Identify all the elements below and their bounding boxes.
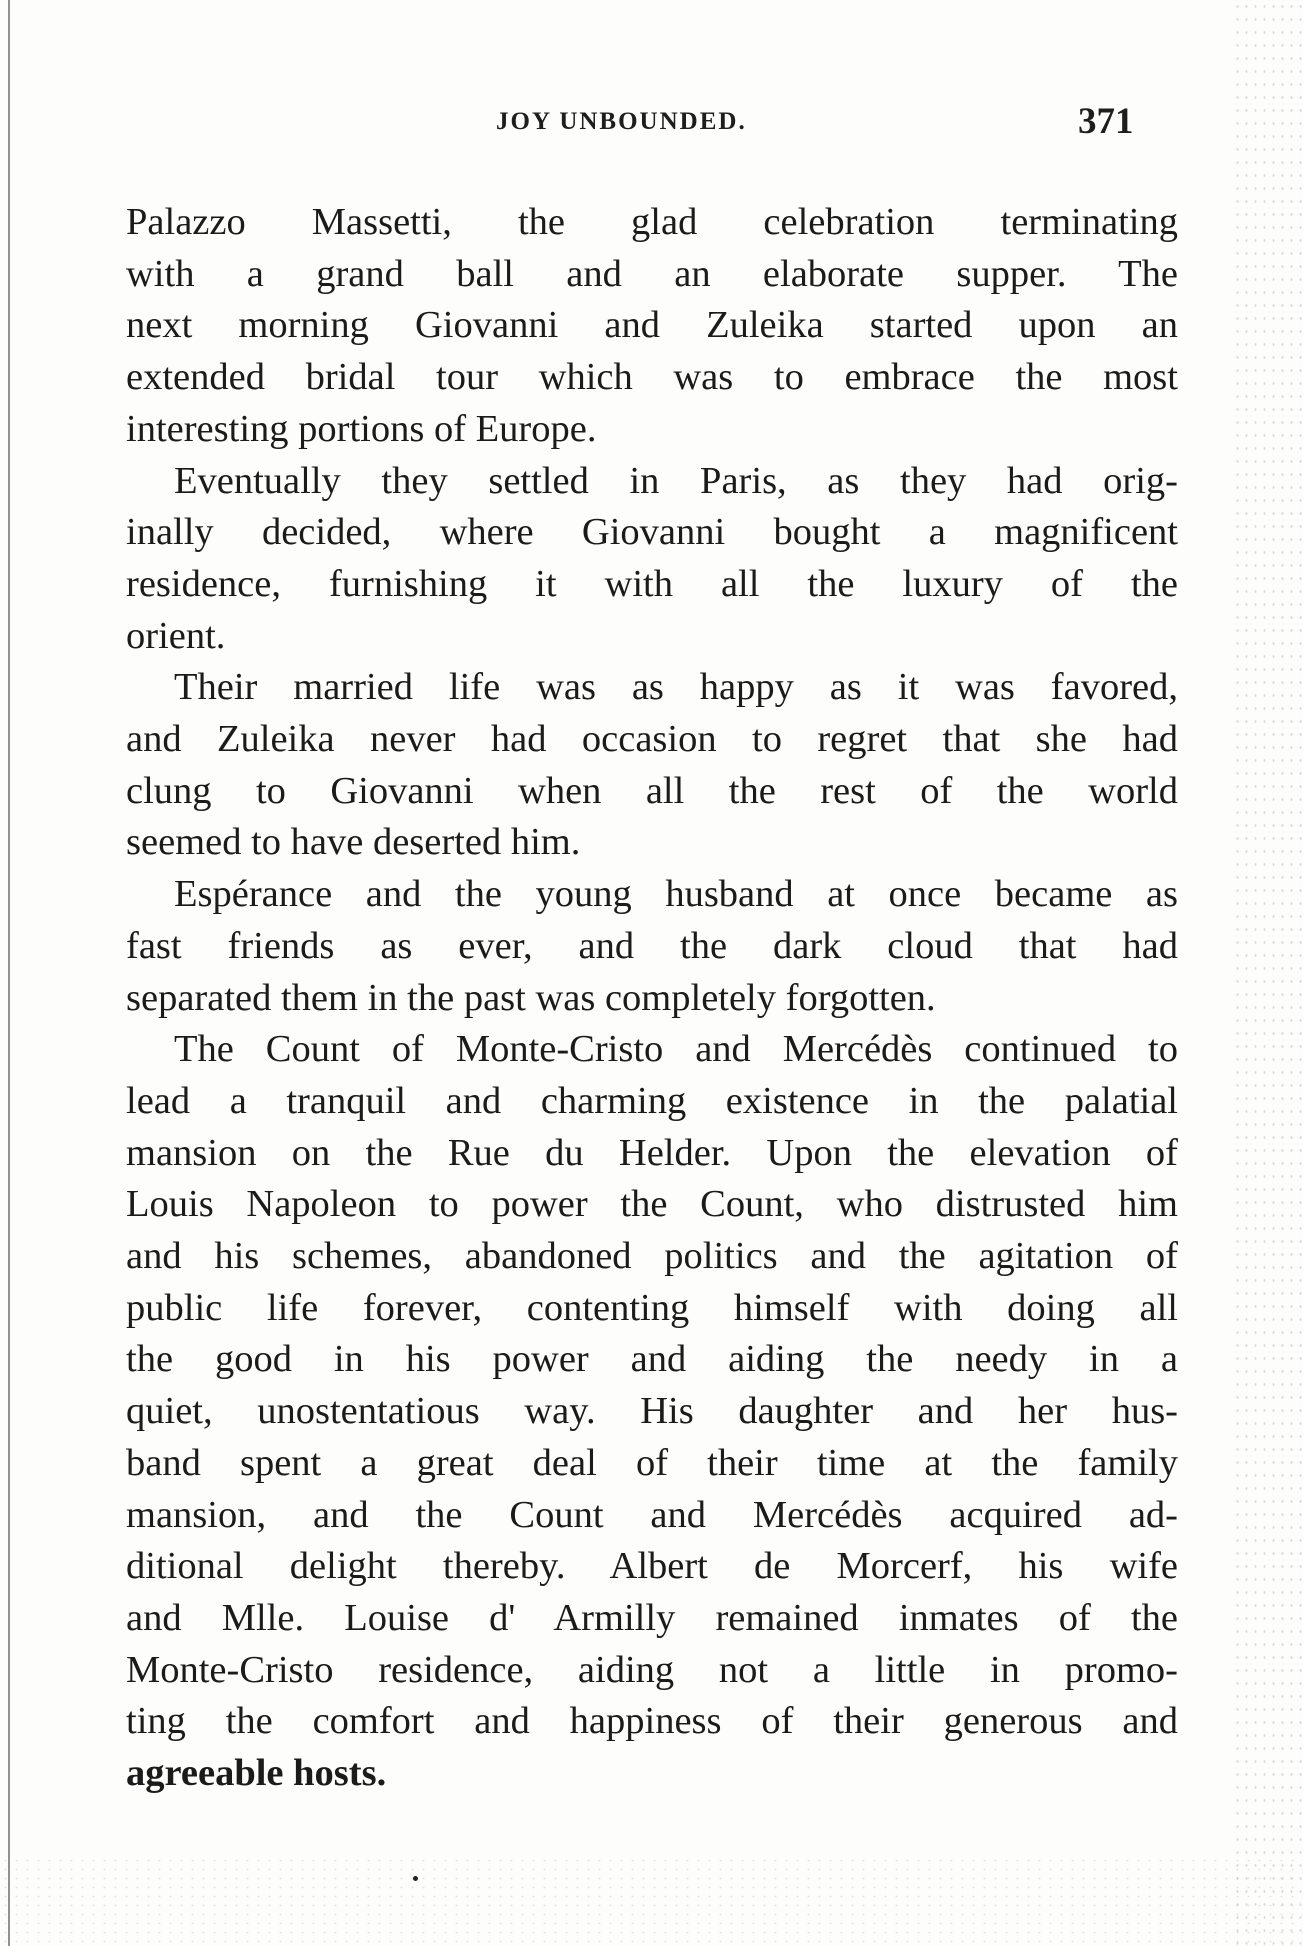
text-line: interesting portions of Europe. <box>126 407 597 450</box>
text-line: Monte-Cristo residence, aiding not a little in promo- <box>126 1648 1178 1691</box>
text-line: fast friends as ever, and the dark cloud that had <box>126 924 1178 967</box>
text-line: ting the comfort and happiness of their generous and <box>126 1700 1178 1743</box>
text-line: Their married life was as happy as it was favored, <box>174 666 1178 709</box>
running-title: JOY UNBOUNDED. <box>496 108 747 135</box>
text-line: Palazzo Massetti, the glad celebration terminating <box>126 201 1178 243</box>
ink-speck <box>413 1876 418 1881</box>
text-line: and Zuleika never had occasion to regret that she had <box>126 718 1178 761</box>
text-line: Eventually they settled in Paris, as they had orig- <box>174 459 1178 502</box>
text-line: The Count of Monte-Cristo and Mercédès continued to <box>174 1028 1178 1071</box>
paper-texture-bottom <box>0 1856 1303 1946</box>
text-line: lead a tranquil and charming existence in the palatial <box>126 1079 1178 1122</box>
text-line: seemed to have deserted him. <box>126 821 581 864</box>
text-line: and his schemes, abandoned politics and the agitation of <box>126 1235 1178 1278</box>
text-line: clung to Giovanni when all the rest of the world <box>126 769 1178 812</box>
text-line: extended bridal tour which was to embrace the most <box>126 356 1178 399</box>
text-line: Louis Napoleon to power the Count, who distrusted him <box>126 1183 1178 1226</box>
page-binding-edge <box>8 0 10 1946</box>
text-line: separated them in the past was completely forgotten. <box>126 976 936 1019</box>
text-line: band spent a great deal of their time at the family <box>126 1441 1178 1484</box>
text-line: ditional delight thereby. Albert de Morcerf, his wife <box>126 1545 1178 1588</box>
text-line: Espérance and the young husband at once became as <box>174 873 1178 916</box>
text-line: residence, furnishing it with all the luxury of the <box>126 562 1178 605</box>
paper-texture-right <box>1233 0 1303 1946</box>
text-line: public life forever, contenting himself with doing all <box>126 1286 1178 1329</box>
text-line: next morning Giovanni and Zuleika started upon an <box>126 304 1178 347</box>
text-line: orient. <box>126 614 226 657</box>
text-line: inally decided, where Giovanni bought a magnificent <box>126 511 1178 554</box>
text-line: quiet, unostentatious way. His daughter and her hus- <box>126 1390 1178 1433</box>
text-line: mansion on the Rue du Helder. Upon the elevation of <box>126 1131 1178 1174</box>
text-line: and Mlle. Louise d' Armilly remained inmates of the <box>126 1596 1178 1639</box>
page-number: 371 <box>1078 101 1134 142</box>
text-line: agreeable hosts. <box>126 1752 387 1795</box>
text-line: mansion, and the Count and Mercédès acquired ad- <box>126 1493 1178 1536</box>
text-line: with a grand ball and an elaborate supper. The <box>126 252 1178 295</box>
body-text <box>126 197 1178 1800</box>
text-line: the good in his power and aiding the needy in a <box>126 1338 1178 1381</box>
